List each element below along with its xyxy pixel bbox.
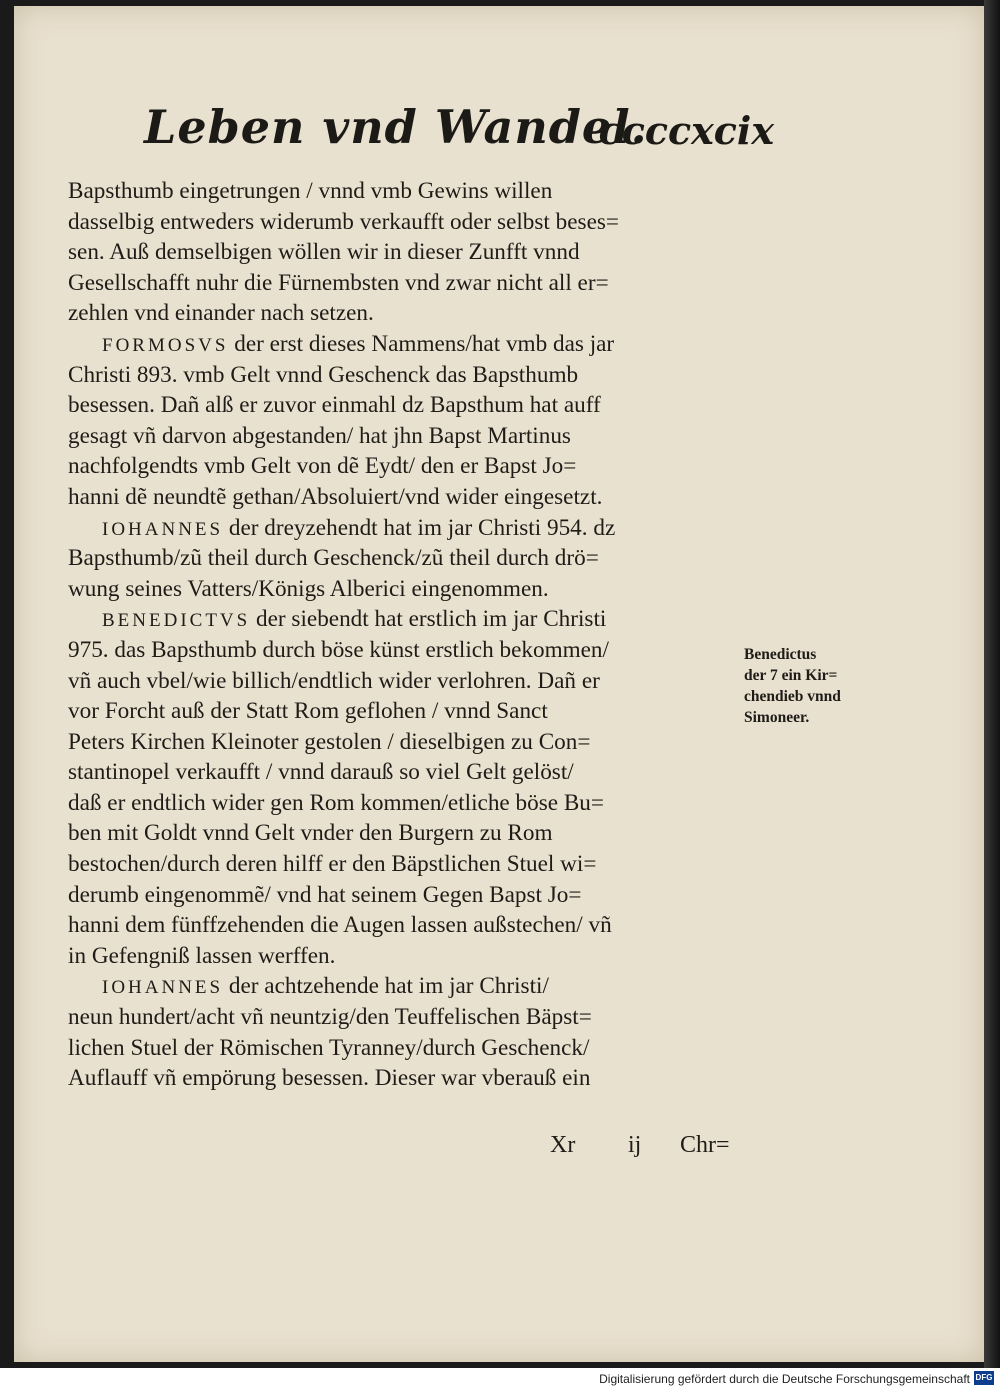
text-line: nachfolgendts vmb Gelt von dẽ Eydt/ den er Bapst Jo=: [68, 453, 577, 480]
text-line: bestochen/durch deren hilff er den Bäpstlichen Stuel wi=: [68, 851, 597, 878]
text-line: derumb eingenommẽ/ vnd hat seinem Gegen Bapst Jo=: [68, 881, 582, 908]
text-line: ben mit Goldt vnnd Gelt vnder den Burgern zu Rom: [68, 820, 553, 847]
running-title: Leben vnd Wandel.: [144, 100, 648, 154]
text-line: zehlen vnd einander nach setzen.: [68, 300, 374, 327]
funding-credit: Digitalisierung gefördert durch die Deutsche Forschungsgemeinschaft: [599, 1372, 970, 1386]
leaf-number: ij: [628, 1132, 642, 1158]
margin-note-line: der 7 ein Kir=: [744, 667, 838, 684]
signature-mark: Xr: [550, 1132, 576, 1158]
text-line: dasselbig entweders widerumb verkaufft oder selbst beses=: [68, 208, 619, 235]
text-line: stantinopel verkaufft / vnnd darauß so viel Gelt gelöst/: [68, 759, 574, 786]
text-line: Gesellschafft nuhr die Fürnembsten vnd zwar nicht all er=: [68, 269, 609, 296]
text-line: in Gefengniß lassen werffen.: [68, 942, 336, 969]
margin-note-line: Simoneer.: [744, 709, 810, 726]
text-line: Bapsthumb/zũ theil durch Geschenck/zũ theil durch drö=: [68, 545, 599, 572]
text-line: FORMOSVS der erst dieses Nammens/hat vmb das jar: [102, 330, 615, 357]
text-line: IOHANNES der achtzehende hat im jar Christi/: [102, 973, 549, 1000]
text-line: Peters Kirchen Kleinoter gestolen / dieselbigen zu Con=: [68, 728, 591, 755]
text-line: lichen Stuel der Römischen Tyranney/durch Geschenck/: [68, 1034, 590, 1061]
text-line: Auflauff vñ empörung besessen. Dieser war vberauß ein: [68, 1065, 591, 1092]
text-line: Christi 893. vmb Gelt vnnd Geschenck das Bapsthumb: [68, 361, 579, 388]
text-line: Bapsthumb eingetrungen / vnnd vmb Gewins willen: [68, 178, 553, 204]
dfg-logo: DFG: [974, 1371, 994, 1385]
running-header: [134, 100, 774, 170]
text-line: neun hundert/acht vñ neuntzig/den Teuffelischen Bäpst=: [68, 1004, 592, 1031]
text-line: hanni dem fünffzehenden die Augen lassen außstechen/ vñ: [68, 912, 612, 939]
text-line: sen. Auß demselbigen wöllen wir in dieser Zunfft vnnd: [68, 239, 580, 266]
text-line: IOHANNES der dreyzehendt hat im jar Christi 954. dz: [102, 514, 616, 541]
catchwords: [540, 1132, 740, 1166]
margin-note-line: chendieb vnnd: [744, 688, 841, 705]
text-line: vor Forcht auß der Statt Rom geflohen / vnnd Sanct: [68, 698, 548, 725]
text-line: wung seines Vatters/Königs Alberici eingenommen.: [68, 575, 549, 602]
text-line: daß er endtlich wider gen Rom kommen/etliche böse Bu=: [68, 789, 604, 816]
text-line: vñ auch vbel/wie billich/endtlich wider verlohren. Dañ er: [68, 667, 600, 694]
text-line: hanni dẽ neundtẽ gethan/Absoluiert/vnd wider eingesetzt.: [68, 483, 603, 510]
folio-number: ccccxcix: [598, 108, 774, 153]
margin-note: [744, 644, 866, 728]
text-line: BENEDICTVS der siebendt hat erstlich im jar Christi: [102, 606, 607, 633]
body-text: [68, 176, 740, 1094]
text-line: besessen. Dañ alß er zuvor einmahl dz Bapsthum hat auff: [68, 392, 601, 419]
catchword: Chr=: [680, 1132, 730, 1158]
scan-edge: [984, 0, 1000, 1368]
text-line: 975. das Bapsthumb durch böse künst erstlich bekommen/: [68, 636, 609, 663]
margin-note-line: Benedictus: [744, 646, 817, 663]
text-line: gesagt vñ darvon abgestanden/ hat jhn Bapst Martinus: [68, 422, 571, 449]
